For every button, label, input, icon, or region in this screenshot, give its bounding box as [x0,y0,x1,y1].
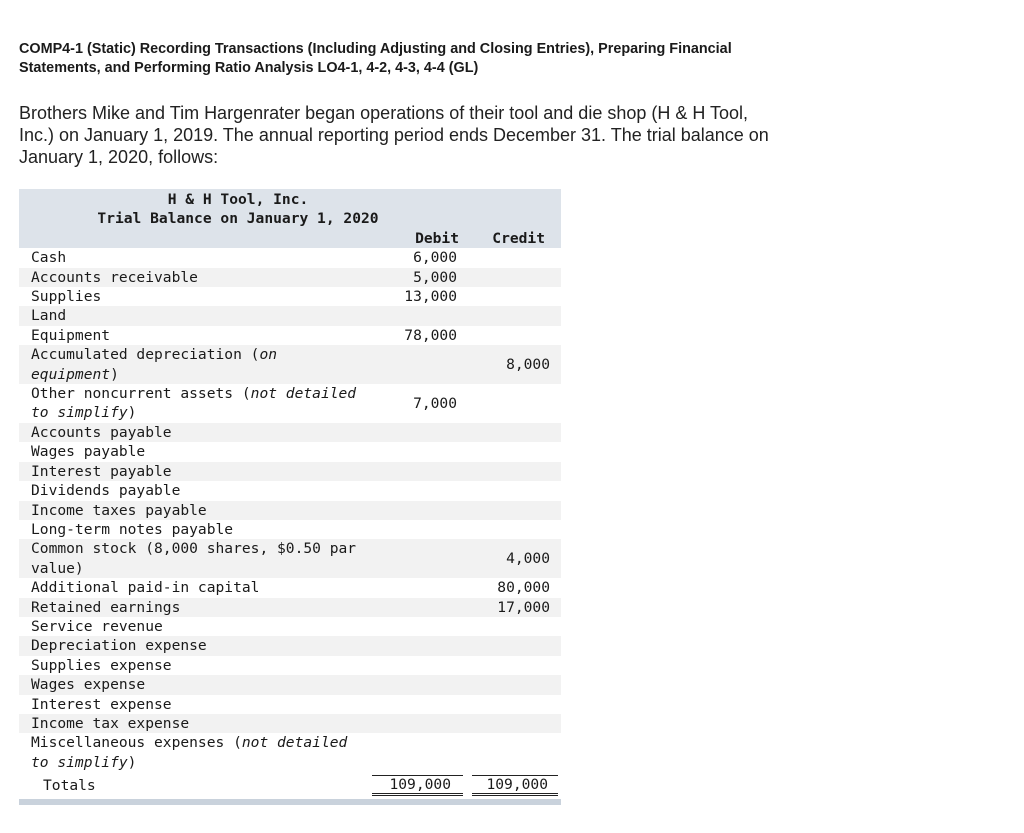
account-name: Interest payable [31,462,172,480]
account-name: Dividends payable [31,482,181,500]
table-row [19,326,561,345]
account-name: Equipment [31,326,111,344]
debit-column-header: Debit [415,229,459,247]
account-name: Accounts receivable [31,268,198,286]
table-row [19,306,561,325]
account-name: Supplies [31,288,102,306]
statement-title: Trial Balance on January 1, 2020 [97,210,379,228]
account-name: Accumulated depreciation (on equipment) [31,346,278,383]
account-name: Depreciation expense [31,637,207,655]
table-row [19,617,561,636]
table-row [19,520,561,539]
table-row [19,268,561,287]
account-column-header [19,229,365,248]
totals-row [19,775,561,796]
table-row [19,714,561,733]
account-name: Land [31,307,67,325]
account-name: Wages payable [31,443,146,461]
trial-balance-title [19,189,561,229]
table-row [19,462,561,481]
total-credit: 109,000 [472,775,558,796]
account-name: Interest expense [31,695,172,713]
table-row [19,423,561,442]
total-debit: 109,000 [372,775,463,796]
account-name: Retained earnings [31,598,181,616]
table-row [19,675,561,694]
trial-balance-body [19,248,561,772]
table-row [19,539,561,578]
table-row [19,636,561,655]
account-name: Miscellaneous expenses (not detailed to simplify) [31,734,348,771]
debit-amount: 5,000 [413,268,457,286]
table-row [19,287,561,306]
debit-amount: 7,000 [413,394,457,412]
credit-amount: 8,000 [506,355,550,373]
debit-amount: 6,000 [413,249,457,267]
account-name: Accounts payable [31,423,172,441]
debit-amount: 78,000 [404,326,457,344]
account-name: Supplies expense [31,656,172,674]
company-name: H & H Tool, Inc. [167,191,309,208]
table-row [19,578,561,597]
column-headers [19,229,561,248]
account-name: Service revenue [31,617,163,635]
account-name: Additional paid-in capital [31,579,260,597]
credit-amount: 80,000 [497,579,550,597]
account-name: Income taxes payable [31,501,207,519]
table-row [19,733,561,772]
credit-amount: 4,000 [506,550,550,568]
problem-intro: Brothers Mike and Tim Hargenrater began operations of their tool and die shop (H & H Tool, Inc.) on January 1, 2019. The annual reporting period ends December 31. The trial balance on January 1, 2020, follows: [19,103,769,167]
table-row [19,384,561,423]
table-footer-bar [19,799,561,805]
account-name: Long-term notes payable [31,520,234,538]
table-row [19,656,561,675]
totals-label: Totals [43,777,96,795]
debit-amount: 13,000 [404,288,457,306]
account-name: Income tax expense [31,714,190,732]
table-row [19,248,561,267]
table-row [19,481,561,500]
account-name: Other noncurrent assets (not detailed to simplify) [31,385,357,422]
credit-column-header: Credit [492,229,545,247]
table-row [19,695,561,714]
table-row [19,598,561,617]
account-name: Cash [31,249,67,267]
table-row [19,501,561,520]
account-name: Wages expense [31,676,146,694]
account-name: Common stock (8,000 shares, $0.50 par value) [31,540,357,577]
credit-amount: 17,000 [497,598,550,616]
table-row [19,345,561,384]
table-row [19,442,561,461]
problem-heading: COMP4-1 (Static) Recording Transactions (Including Adjusting and Closing Entries), Preparing Financial Statements, and Performing Ratio Analysis LO4-1, 4-2, 4-3, 4-4 (GL) [19,41,732,76]
trial-balance-table [19,189,561,805]
trial-balance-header [19,189,561,248]
